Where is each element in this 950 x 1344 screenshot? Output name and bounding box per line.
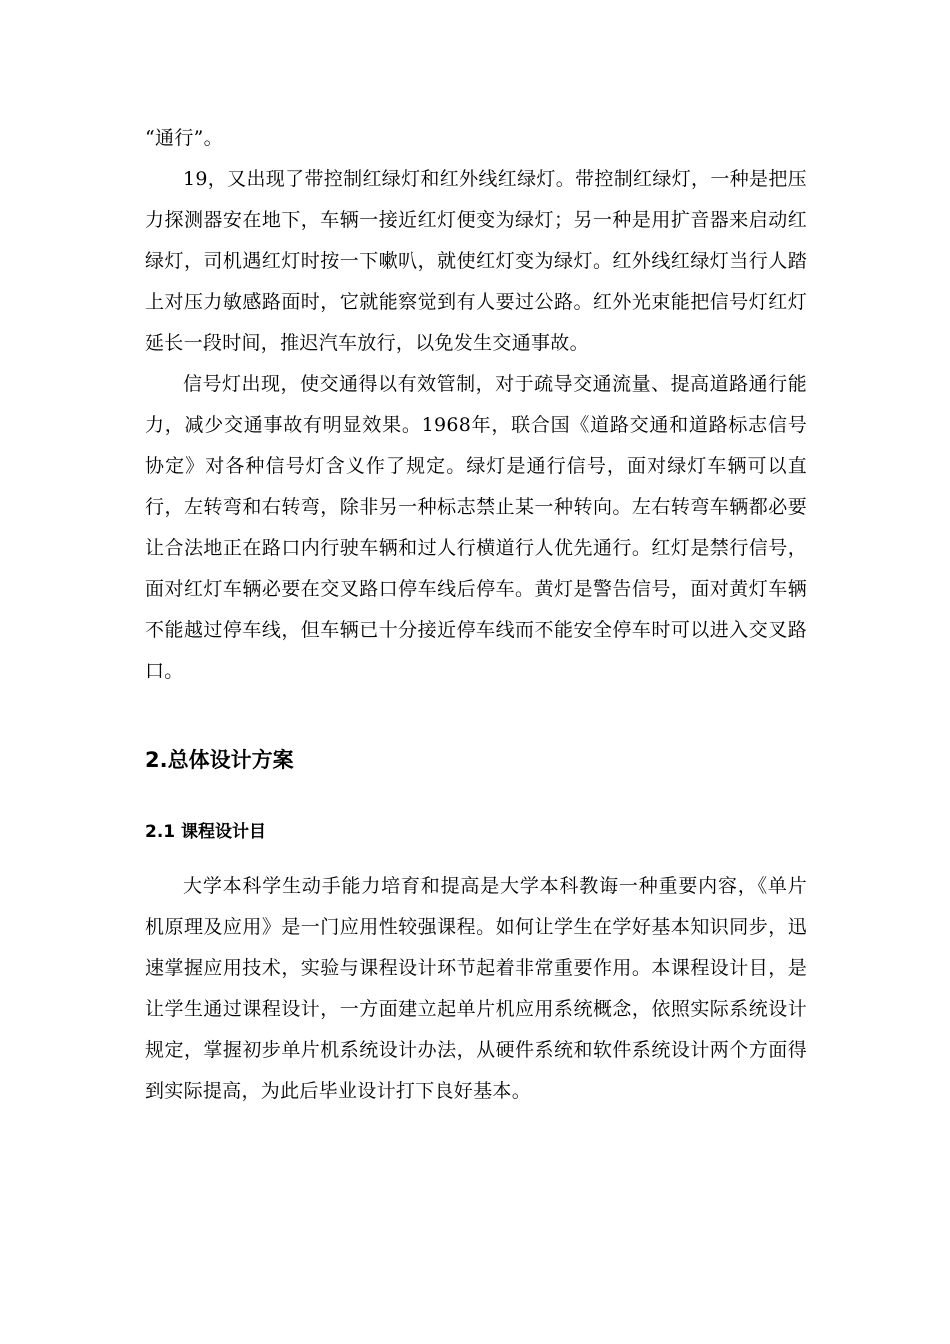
paragraph-traffic-light-types: 19，又出现了带控制红绿灯和红外线红绿灯。带控制红绿灯，一种是把压力探测器安在地下，车辆一接近红灯便变为绿灯；另一种是用扩音器来启动红绿灯，司机遇红灯时按一下嗽叭，就使红灯变为绿灯。红外线红绿灯当行人踏上对压力敏感路面时，它就能察觉到有人要过公路。红外光束能把信号灯红灯延长一段时间，推迟汽车放行，以免发生交通事故。 xyxy=(145,168,807,354)
paragraph-course-design-purpose: 大学本科学生动手能力培育和提高是大学本科教诲一种重要内容，《单片机原理及应用》是一门应用性较强课程。如何让学生在学好基本知识同步，迅速掌握应用技术，实验与课程设计环节起着非常重要作用。本课程设计目，是让学生通过课程设计，一方面建立起单片机应用系统概念，依照实际系统设计规定，掌握初步单片机系统设计办法，从硬件系统和软件系统设计两个方面得到实际提高，为此后毕业设计打下良好基本。 xyxy=(145,875,807,1102)
subsection-heading: 2.1 课程设计目 xyxy=(145,822,267,842)
paragraph-continuation: “通行”。 xyxy=(145,127,223,149)
section-heading: 2.总体设计方案 xyxy=(145,748,294,772)
paragraph-signal-rules: 信号灯出现，使交通得以有效管制，对于疏导交通流量、提高道路通行能力，减少交通事故有明显效果。1968年，联合国《道路交通和道路标志信号协定》对各种信号灯含义作了规定。绿灯是通行信号，面对绿灯车辆可以直行，左转弯和右转弯，除非另一种标志禁止某一种转向。左右转弯车辆都必要让合法地正在路口内行驶车辆和过人行横道行人优先通行。红灯是禁行信号，面对红灯车辆必要在交叉路口停车线后停车。黄灯是警告信号，面对黄灯车辆不能越过停车线，但车辆已十分接近停车线而不能安全停车时可以进入交叉路口。 xyxy=(145,373,807,682)
